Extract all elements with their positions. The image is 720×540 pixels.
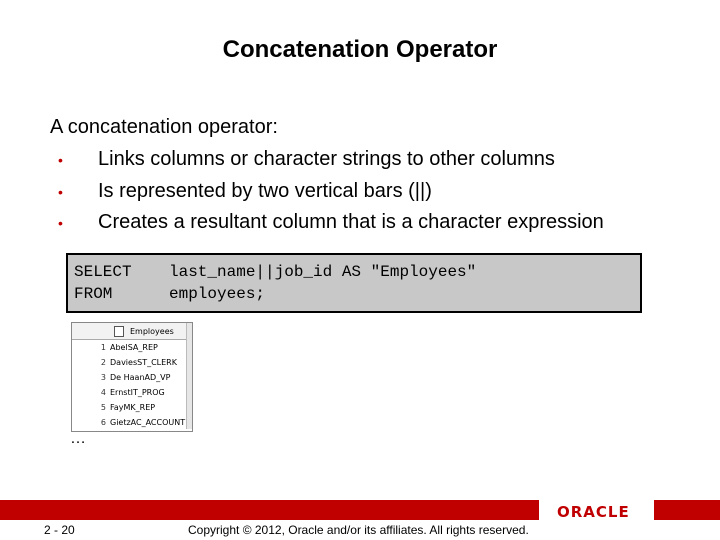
bullet-icon: • — [58, 152, 63, 168]
bullet-list — [54, 148, 604, 243]
bullet-item — [54, 211, 604, 243]
result-grid — [71, 322, 193, 432]
copyright-text: Copyright © 2012, Oracle and/or its affiliates. All rights reserved. — [188, 523, 529, 537]
bullet-item — [54, 148, 604, 180]
page-number: 2 - 20 — [44, 523, 75, 537]
bullet-text: Is represented by two vertical bars (||) — [98, 179, 432, 202]
row-number: 2 — [100, 358, 106, 367]
bullet-icon: • — [58, 183, 63, 200]
bullet-text: Links columns or character strings to other columns — [98, 148, 555, 170]
row-number: 3 — [100, 373, 106, 382]
column-header — [72, 323, 192, 340]
column-icon — [114, 326, 124, 337]
row-number: 6 — [100, 418, 106, 427]
select-expression: last_name||job_id AS "Employees" — [169, 263, 477, 281]
table-row — [72, 385, 192, 400]
table-row — [72, 340, 192, 355]
from-keyword: FROM — [74, 285, 113, 303]
table-row — [72, 400, 192, 415]
row-value: ErnstIT_PROG — [110, 388, 165, 397]
row-value: GietzAC_ACCOUNT — [110, 418, 186, 427]
row-number: 5 — [100, 403, 106, 412]
scrollbar[interactable] — [186, 323, 192, 429]
bullet-text: Creates a resultant column that is a character expression — [98, 211, 604, 233]
intro-text: A concatenation operator: — [50, 116, 278, 138]
row-value: FayMK_REP — [110, 403, 156, 412]
from-expression: employees; — [169, 285, 266, 303]
more-rows-ellipsis: … — [70, 430, 86, 447]
oracle-logo: ORACLE — [557, 503, 630, 521]
table-row — [72, 415, 192, 430]
select-keyword: SELECT — [74, 263, 132, 281]
row-number: 4 — [100, 388, 106, 397]
column-header-label: Employees — [130, 326, 174, 336]
row-value: AbelSA_REP — [110, 343, 158, 352]
bullet-icon: • — [58, 215, 63, 231]
table-row — [72, 355, 192, 370]
row-value: De HaanAD_VP — [110, 373, 171, 382]
table-row — [72, 370, 192, 385]
row-value: DaviesST_CLERK — [110, 358, 177, 367]
slide-title: Concatenation Operator — [222, 36, 498, 63]
bullet-item — [54, 180, 604, 212]
sql-code-box — [66, 253, 642, 313]
row-number: 1 — [100, 343, 106, 352]
